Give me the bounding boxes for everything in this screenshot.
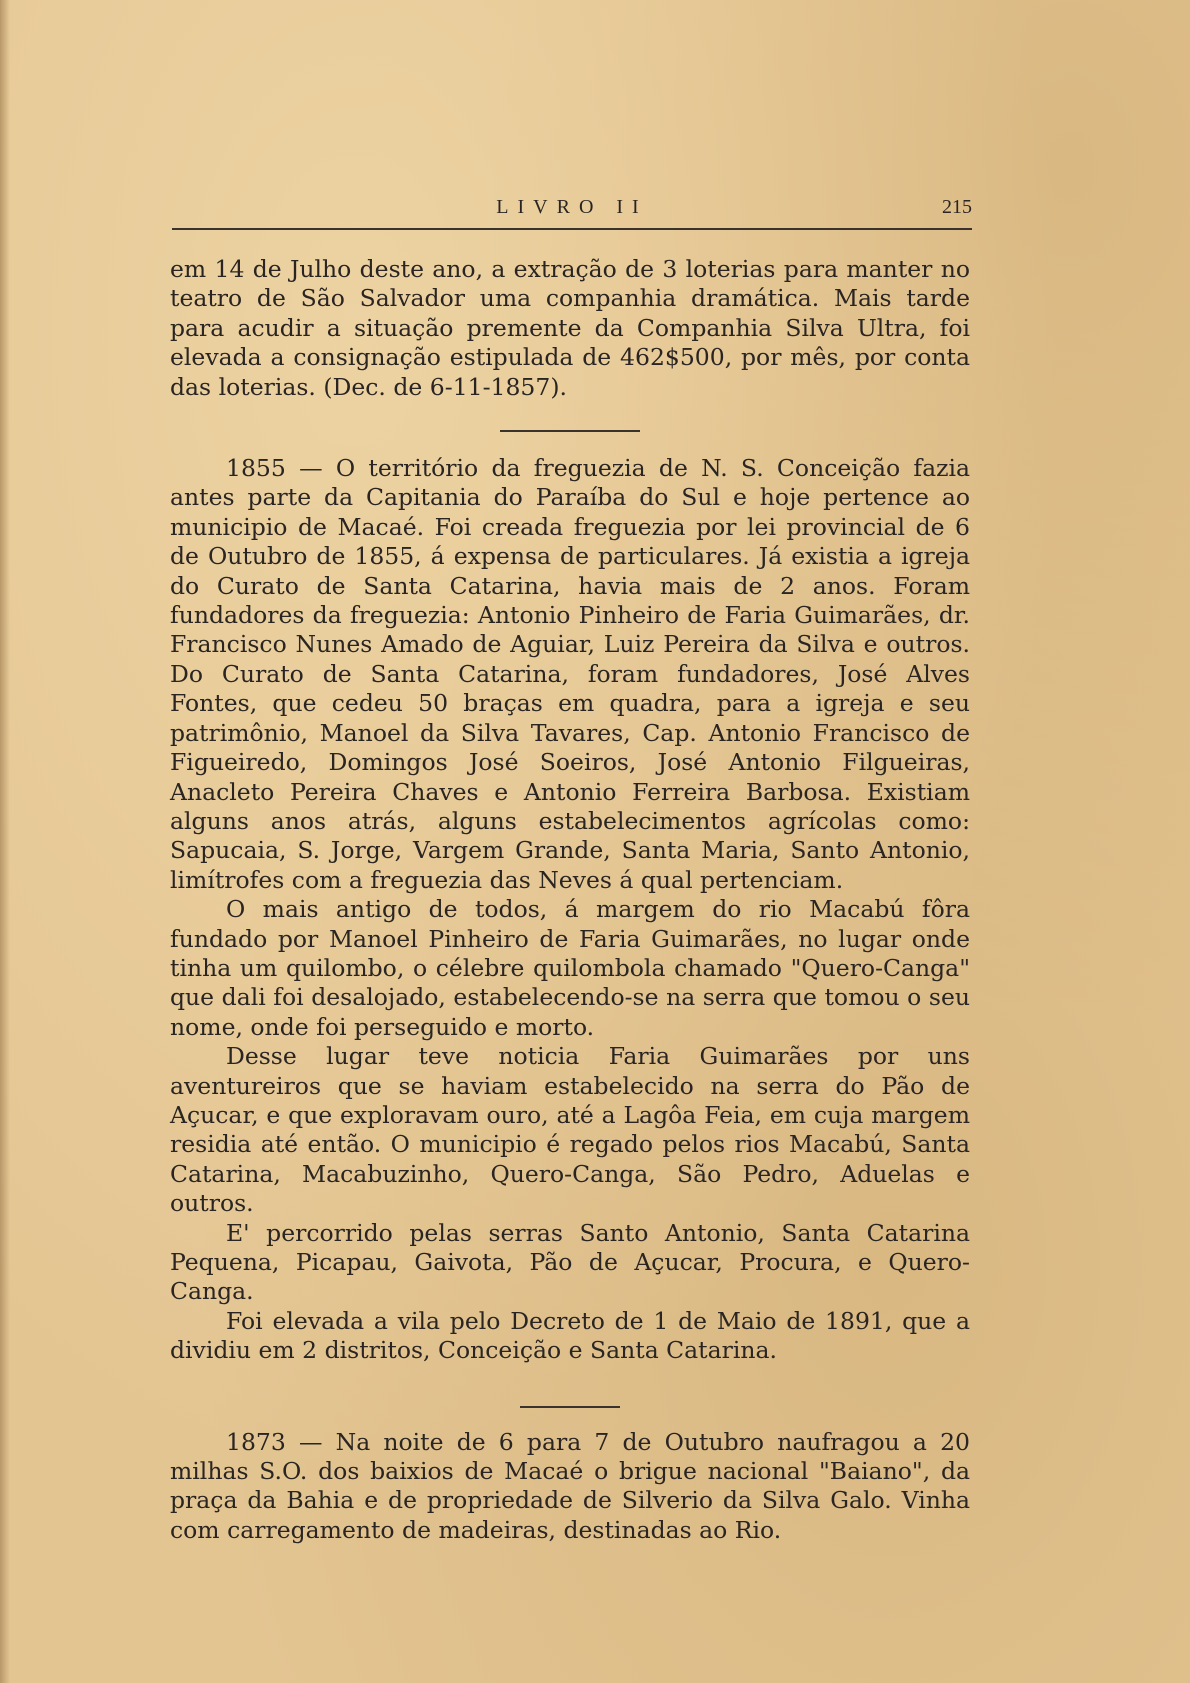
section-separator — [520, 1406, 620, 1408]
page-number: 215 — [942, 196, 972, 218]
section-separator — [500, 430, 640, 432]
paragraph-mais-antigo: O mais antigo de todos, á margem do rio Macabú fôra fundado por Manoel Pinheiro de Faria Guimarães, no lugar onde tinha um quilombo, o célebre quilombola chamado "Quero-Canga" que dali foi desalojado, estabelecendo-se na serra que tomou o seu nome, onde foi perseguido e morto. — [170, 895, 970, 1041]
header-rule — [172, 228, 972, 230]
paragraph-1855: 1855 — O território da freguezia de N. S. Conceição fazia antes parte da Capitania do Paraíba do Sul e hoje pertence ao municipio de Macaé. Foi creada freguezia por lei provincial de 6 de Outubro de 1855, á expensa de particulares. Já existia a igreja do Curato de Santa Catarina, havia mais de 2 anos. Foram fundadores da freguezia: Antonio Pinheiro de Faria Guimarães, dr. Francisco Nunes Amado de Aguiar, Luiz Pereira da Silva e outros. Do Curato de Santa Catarina, foram fundadores, José Alves Fontes, que cedeu 50 braças em quadra, para a igreja e seu patrimônio, Manoel da Silva Tavares, Cap. Antonio Francisco de Figueiredo, Domingos José Soeiros, José Antonio Filgueiras, Anacleto Pereira Chaves e Antonio Ferreira Barbosa. Existiam alguns anos atrás, alguns estabelecimentos agrícolas como: Sapucaia, S. Jorge, Vargem Grande, Santa Maria, Santo Antonio, limítrofes com a freguezia das Neves á qual pertenciam. — [170, 454, 970, 894]
paragraph-desse-lugar: Desse lugar teve noticia Faria Guimarães por uns aventureiros que se haviam estabelecido na serra do Pão de Açucar, e que exploravam ouro, até a Lagôa Feia, em cuja margem residia até então. O municipio é regado pelos rios Macabú, Santa Catarina, Macabuzinho, Quero-Canga, São Pedro, Aduelas e outros. — [170, 1042, 970, 1218]
paragraph-loterias: em 14 de Julho deste ano, a extração de 3 loterias para manter no teatro de São Salvador uma companhia dramática. Mais tarde para acudir a situação premente da Companhia Silva Ultra, foi elevada a consignação estipulada de 462$500, por mês, por conta das loterias. (Dec. de 6-11-1857). — [170, 255, 970, 401]
paragraph-1873: 1873 — Na noite de 6 para 7 de Outubro naufragou a 20 milhas S.O. dos baixios de Macaé o brigue nacional "Baiano", da praça da Bahia e de propriedade de Silverio da Silva Galo. Vinha com carregamento de madeiras, destinadas ao Rio. — [170, 1427, 970, 1544]
body-text — [170, 255, 970, 1545]
running-title: LIVRO II — [496, 196, 648, 218]
page-header — [172, 196, 972, 224]
paragraph-serras: E' percorrido pelas serras Santo Antonio, Santa Catarina Pequena, Picapau, Gaivota, Pão de Açucar, Procura, e Quero-Canga. — [170, 1218, 970, 1306]
paragraph-vila: Foi elevada a vila pelo Decreto de 1 de Maio de 1891, que a dividiu em 2 distritos, Conceição e Santa Catarina. — [170, 1306, 970, 1365]
page-edge-shadow — [0, 0, 10, 1683]
